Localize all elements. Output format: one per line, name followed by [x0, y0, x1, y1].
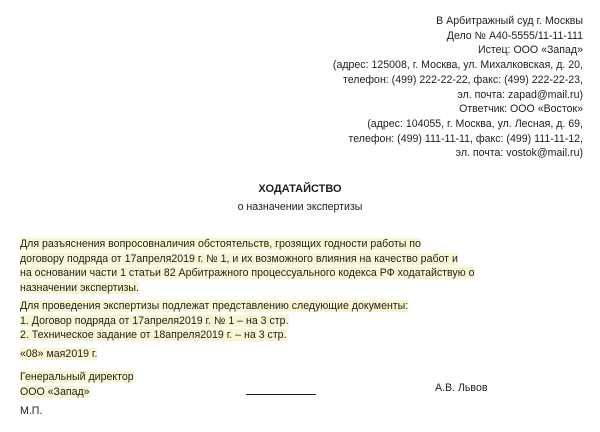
signer-block: [20, 370, 134, 399]
petition-paragraph: [20, 237, 580, 296]
stamp-place: М.П.: [20, 405, 43, 417]
paragraph-line: договору подряда от 17апреля2019 г. № 1, и их возможного влияния на качество работ и: [20, 252, 458, 265]
addressee-block: [333, 14, 583, 161]
documents-intro: Для проведения экспертизы подлежат представлению следующие документы:: [20, 300, 409, 312]
signer-position: Генеральный директор: [20, 371, 134, 383]
plaintiff: Истец: ООО «Запад»: [477, 44, 583, 57]
paragraph-line: на основании части 1 статьи 82 Арбитражного процессуального кодекса РФ ходатайствую о: [20, 267, 475, 280]
case-number: Дело № А40-5555/11-11-111: [446, 29, 583, 42]
defendant: Ответчик: ООО «Восток»: [459, 103, 583, 116]
plaintiff-address: (адрес: 125008, г. Москва, ул. Михалковская, д. 20,: [332, 59, 583, 72]
document-title: ХОДАТАЙСТВО: [258, 183, 342, 195]
signer-org: ООО «Запад»: [20, 385, 90, 398]
document-date: [20, 348, 97, 360]
date-text: «08» мая2019 г.: [20, 348, 98, 360]
signer-name: А.В. Львов: [435, 382, 488, 394]
documents-list: [20, 299, 580, 343]
signature-line: [246, 394, 316, 395]
defendant-phone: телефон: (499) 111-11-11, факс: (499) 111-11-12,: [348, 132, 583, 145]
document-subtitle: о назначении экспертизы: [237, 201, 363, 213]
list-item: 2. Техническое задание от 18апреля2019 г. – на 3 стр.: [20, 329, 287, 342]
paragraph-line: Для разъяснения вопросовналичия обстоятельств, грозящих годности работы по: [20, 238, 421, 250]
paragraph-line: назначении экспертизы.: [20, 282, 139, 295]
plaintiff-phone: телефон: (499) 222-22-22, факс: (499) 222-22-23,: [342, 73, 583, 86]
court-name: В Арбитражный суд г. Москвы: [436, 15, 583, 27]
plaintiff-email: эл. почта: zapad@mail.ru): [457, 88, 583, 101]
list-item: 1. Договор подряда от 17апреля2019 г. № 1 – на 3 стр.: [20, 314, 289, 327]
defendant-address: (адрес: 104055, г. Москва, ул. Лесная, д. 69,: [367, 117, 583, 130]
defendant-email: эл. почта: vostok@mail.ru): [455, 147, 583, 160]
